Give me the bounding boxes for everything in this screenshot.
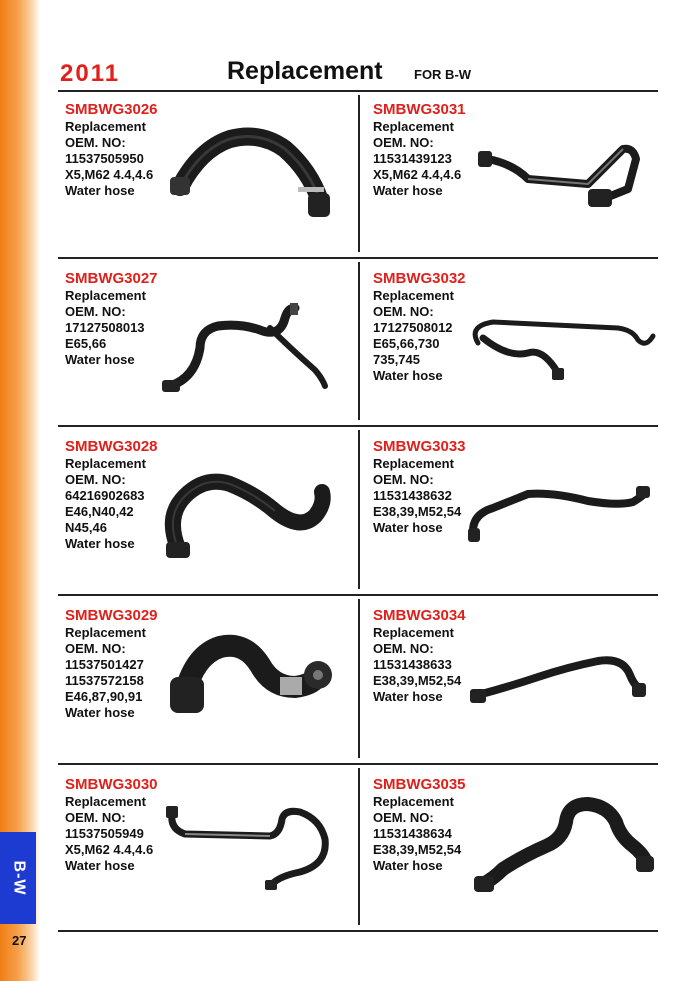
header-rule [58, 90, 658, 92]
product-details: Replacement OEM. NO: 11531438633 E38,39,M52,54 Water hose [373, 625, 462, 704]
page-title: Replacement [227, 57, 383, 85]
catalog-year: 2011 [60, 60, 121, 87]
product-card[interactable] [65, 270, 355, 420]
product-code: SMBWG3032 [373, 270, 466, 287]
product-code: SMBWG3029 [65, 607, 158, 624]
product-card[interactable] [65, 607, 355, 757]
product-details: Replacement OEM. NO: 11531438634 E38,39,M52,54 Water hose [373, 794, 462, 873]
product-card[interactable] [65, 776, 355, 926]
product-code: SMBWG3031 [373, 101, 466, 118]
row-divider [58, 594, 658, 596]
product-card[interactable] [65, 101, 355, 251]
product-code: SMBWG3035 [373, 776, 466, 793]
product-code: SMBWG3028 [65, 438, 158, 455]
product-card[interactable] [373, 101, 663, 251]
product-details: Replacement OEM. NO: 11537501427 11537572158 E46,87,90,91 Water hose [65, 625, 146, 720]
product-details: Replacement OEM. NO: 64216902683 E46,N40,42 N45,46 Water hose [65, 456, 146, 551]
page-subtitle: FOR B-W [414, 67, 472, 82]
water-hose-image [468, 446, 668, 566]
row-divider [58, 257, 658, 259]
water-hose-image [160, 615, 360, 735]
product-card[interactable] [373, 270, 663, 420]
product-code: SMBWG3027 [65, 270, 158, 287]
water-hose-image [468, 615, 668, 735]
water-hose-image [160, 446, 360, 566]
product-details: Replacement OEM. NO: 11537505950 X5,M62 4.4,4.6 Water hose [65, 119, 154, 198]
water-hose-image [160, 784, 360, 904]
water-hose-image [468, 109, 668, 229]
product-card[interactable] [373, 607, 663, 757]
product-code: SMBWG3034 [373, 607, 466, 624]
water-hose-image [160, 278, 360, 398]
product-details: Replacement OEM. NO: 11531439123 X5,M62 4.4,4.6 Water hose [373, 119, 462, 198]
water-hose-image [468, 784, 668, 904]
product-card[interactable] [65, 438, 355, 588]
footer-rule [58, 930, 658, 932]
product-code: SMBWG3026 [65, 101, 158, 118]
product-card[interactable] [373, 776, 663, 926]
product-details: Replacement OEM. NO: 17127508013 E65,66 Water hose [65, 288, 146, 367]
section-tab-label: B-W [9, 860, 27, 896]
product-code: SMBWG3030 [65, 776, 158, 793]
row-divider [58, 763, 658, 765]
product-code: SMBWG3033 [373, 438, 466, 455]
product-details: Replacement OEM. NO: 11531438632 E38,39,M52,54 Water hose [373, 456, 462, 535]
water-hose-image [160, 109, 360, 229]
water-hose-image [468, 278, 668, 398]
page-number: 27 [12, 933, 27, 948]
product-details: Replacement OEM. NO: 17127508012 E65,66,730 735,745 Water hose [373, 288, 454, 383]
product-details: Replacement OEM. NO: 11537505949 X5,M62 4.4,4.6 Water hose [65, 794, 154, 873]
row-divider [58, 425, 658, 427]
product-card[interactable] [373, 438, 663, 588]
